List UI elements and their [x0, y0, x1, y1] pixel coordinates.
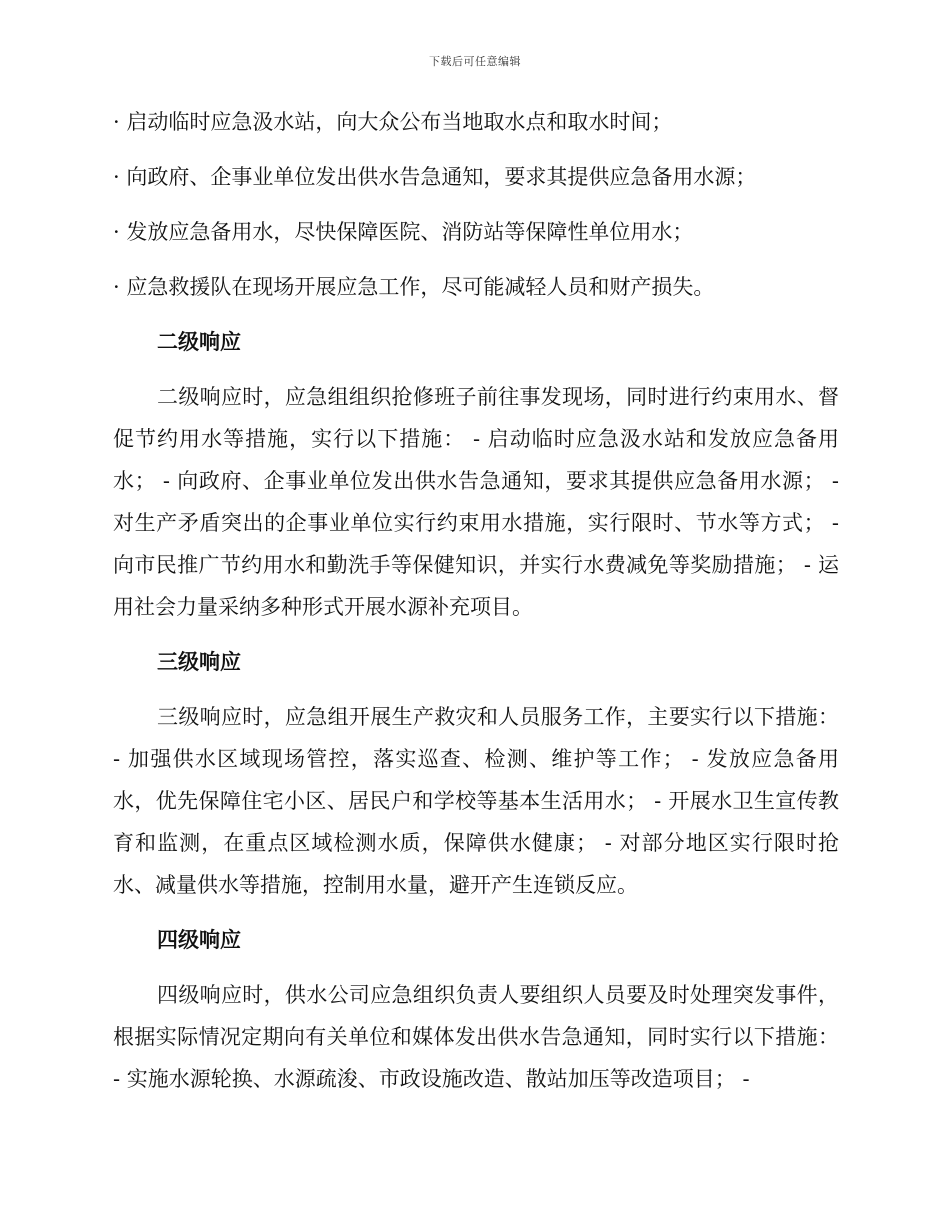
section-body-level-2: 二级响应时，应急组组织抢修班子前往事发现场，同时进行约束用水、督促节约用水等措施，实行以下措施： - 启动临时应急汲水站和发放应急备用水； - 向政府、企事业单位发出供水告急通知，要求其提供应急备用水源； - 对生产矛盾突出的企事业单位实行约束用水措施，实行限时、节水等方式； - 向市民推广节约用水和勤洗手等保健知识，并实行水费减免等奖励措施； - 运用社会力量采纳多种形式开展水源补充项目。: [113, 385, 839, 619]
bullet-item: · 应急救援队在现场开展应急工作，尽可能减轻人员和财产损失。: [113, 275, 715, 299]
section-body-level-3: 三级响应时，应急组开展生产救灾和人员服务工作，主要实行以下措施： - 加强供水区域现场管控，落实巡查、检测、维护等工作； - 发放应急备用水，优先保障住宅小区、居民户和学校等基本生活用水； - 开展水卫生宣传教育和监测，在重点区域检测水质，保障供水健康； - 对部分地区实行限时抢水、减量供水等措施，控制用水量，避开产生连锁反应。: [113, 705, 839, 897]
section-body-level-4: 四级响应时，供水公司应急组织负责人要组织人员要及时处理突发事件，根据实际情况定期向有关单位和媒体发出供水告急通知，同时实行以下措施： - 实施水源轮换、水源疏浚、市政设施改造、散站加压等改造项目； -: [113, 983, 839, 1091]
page-header: 下载后可任意编辑: [429, 55, 521, 68]
bullet-item: · 启动临时应急汲水站，向大众公布当地取水点和取水时间；: [113, 110, 673, 134]
bullet-item: · 向政府、企事业单位发出供水告急通知，要求其提供应急备用水源；: [113, 165, 757, 189]
bullet-item: · 发放应急备用水，尽快保障医院、消防站等保障性单位用水；: [113, 220, 694, 244]
document-body: [113, 108, 839, 1120]
section-heading-level-4: 四级响应: [157, 927, 241, 952]
section-heading-level-2: 二级响应: [157, 329, 241, 354]
section-heading-level-3: 三级响应: [157, 649, 241, 674]
